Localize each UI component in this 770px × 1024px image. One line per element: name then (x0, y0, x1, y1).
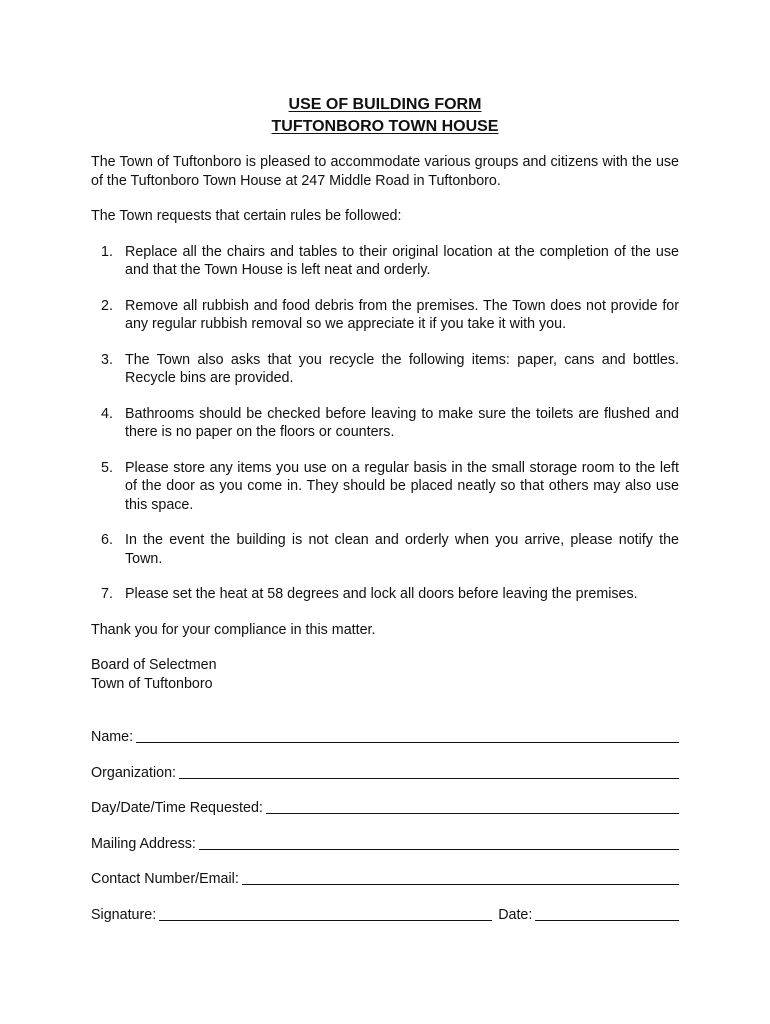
date-label: Date: (498, 906, 533, 923)
address-label: Mailing Address: (91, 835, 196, 852)
title-line-2: TUFTONBORO TOWN HOUSE (271, 118, 499, 135)
rules-intro: The Town requests that certain rules be followed: (91, 208, 402, 224)
datetime-field[interactable] (266, 799, 679, 814)
contact-label: Contact Number/Email: (91, 871, 239, 887)
address-field[interactable] (199, 835, 679, 850)
organization-label: Organization: (91, 764, 177, 781)
sign-off-line-2: Town of Tuftonboro (91, 675, 213, 692)
intro-paragraph: The Town of Tuftonboro is pleased to accommodate various groups and citizens with the use of the Tuftonboro Town House at 247 Middle Road in Tuftonboro. (91, 154, 679, 189)
organization-row (91, 763, 679, 781)
signature-field[interactable] (159, 906, 492, 921)
rule-item (91, 585, 679, 604)
rule-item (91, 405, 679, 442)
organization-field[interactable] (179, 764, 679, 779)
rule-item (91, 459, 679, 515)
name-row (91, 727, 679, 745)
rule-text: Please store any items you use on a regular basis in the small storage room to the left of the door as you come in. They should be placed neatly so that others may also use this space. (125, 459, 679, 513)
rule-number: 1. (101, 243, 113, 260)
rule-number: 6. (101, 532, 113, 548)
thanks-paragraph: Thank you for your compliance in this matter. (91, 621, 376, 638)
signature-row (91, 905, 679, 923)
rule-text: Remove all rubbish and food debris from the premises. The Town does not provide for any regular rubbish removal so we appreciate it if you take it with you. (125, 297, 679, 332)
name-field[interactable] (136, 728, 679, 743)
rule-number: 3. (101, 351, 113, 368)
rule-item (91, 531, 679, 568)
rule-text: The Town also asks that you recycle the following items: paper, cans and bottles. Recycle bins are provided. (125, 351, 679, 386)
datetime-row (91, 798, 679, 816)
name-label: Name: (91, 729, 134, 745)
form-fields (91, 727, 679, 923)
rule-item (91, 243, 679, 280)
rule-text: Bathrooms should be checked before leaving to make sure the toilets are flushed and there is no paper on the floors or counters. (125, 405, 679, 440)
datetime-label: Day/Date/Time Requested: (91, 800, 263, 816)
address-row (91, 834, 679, 852)
contact-row (91, 869, 679, 887)
title-line-1: USE OF BUILDING FORM (288, 96, 482, 113)
rule-number: 2. (101, 297, 113, 314)
rule-item (91, 297, 679, 334)
rules-list (91, 243, 679, 604)
rule-text: Replace all the chairs and tables to their original location at the completion of the use and that the Town House is left neat and orderly. (125, 243, 679, 278)
rule-number: 7. (101, 586, 113, 602)
document-title (91, 94, 679, 138)
rule-number: 4. (101, 405, 113, 422)
rule-text: In the event the building is not clean and orderly when you arrive, please notify the Town. (125, 532, 679, 567)
rule-number: 5. (101, 459, 113, 476)
contact-field[interactable] (242, 870, 679, 885)
sign-off-line-1: Board of Selectmen (91, 657, 217, 673)
signature-label: Signature: (91, 906, 157, 923)
rule-text: Please set the heat at 58 degrees and lock all doors before leaving the premises. (125, 586, 638, 602)
rule-item (91, 351, 679, 388)
date-field[interactable] (535, 906, 679, 921)
document-page (91, 94, 679, 940)
sign-off (91, 656, 679, 693)
